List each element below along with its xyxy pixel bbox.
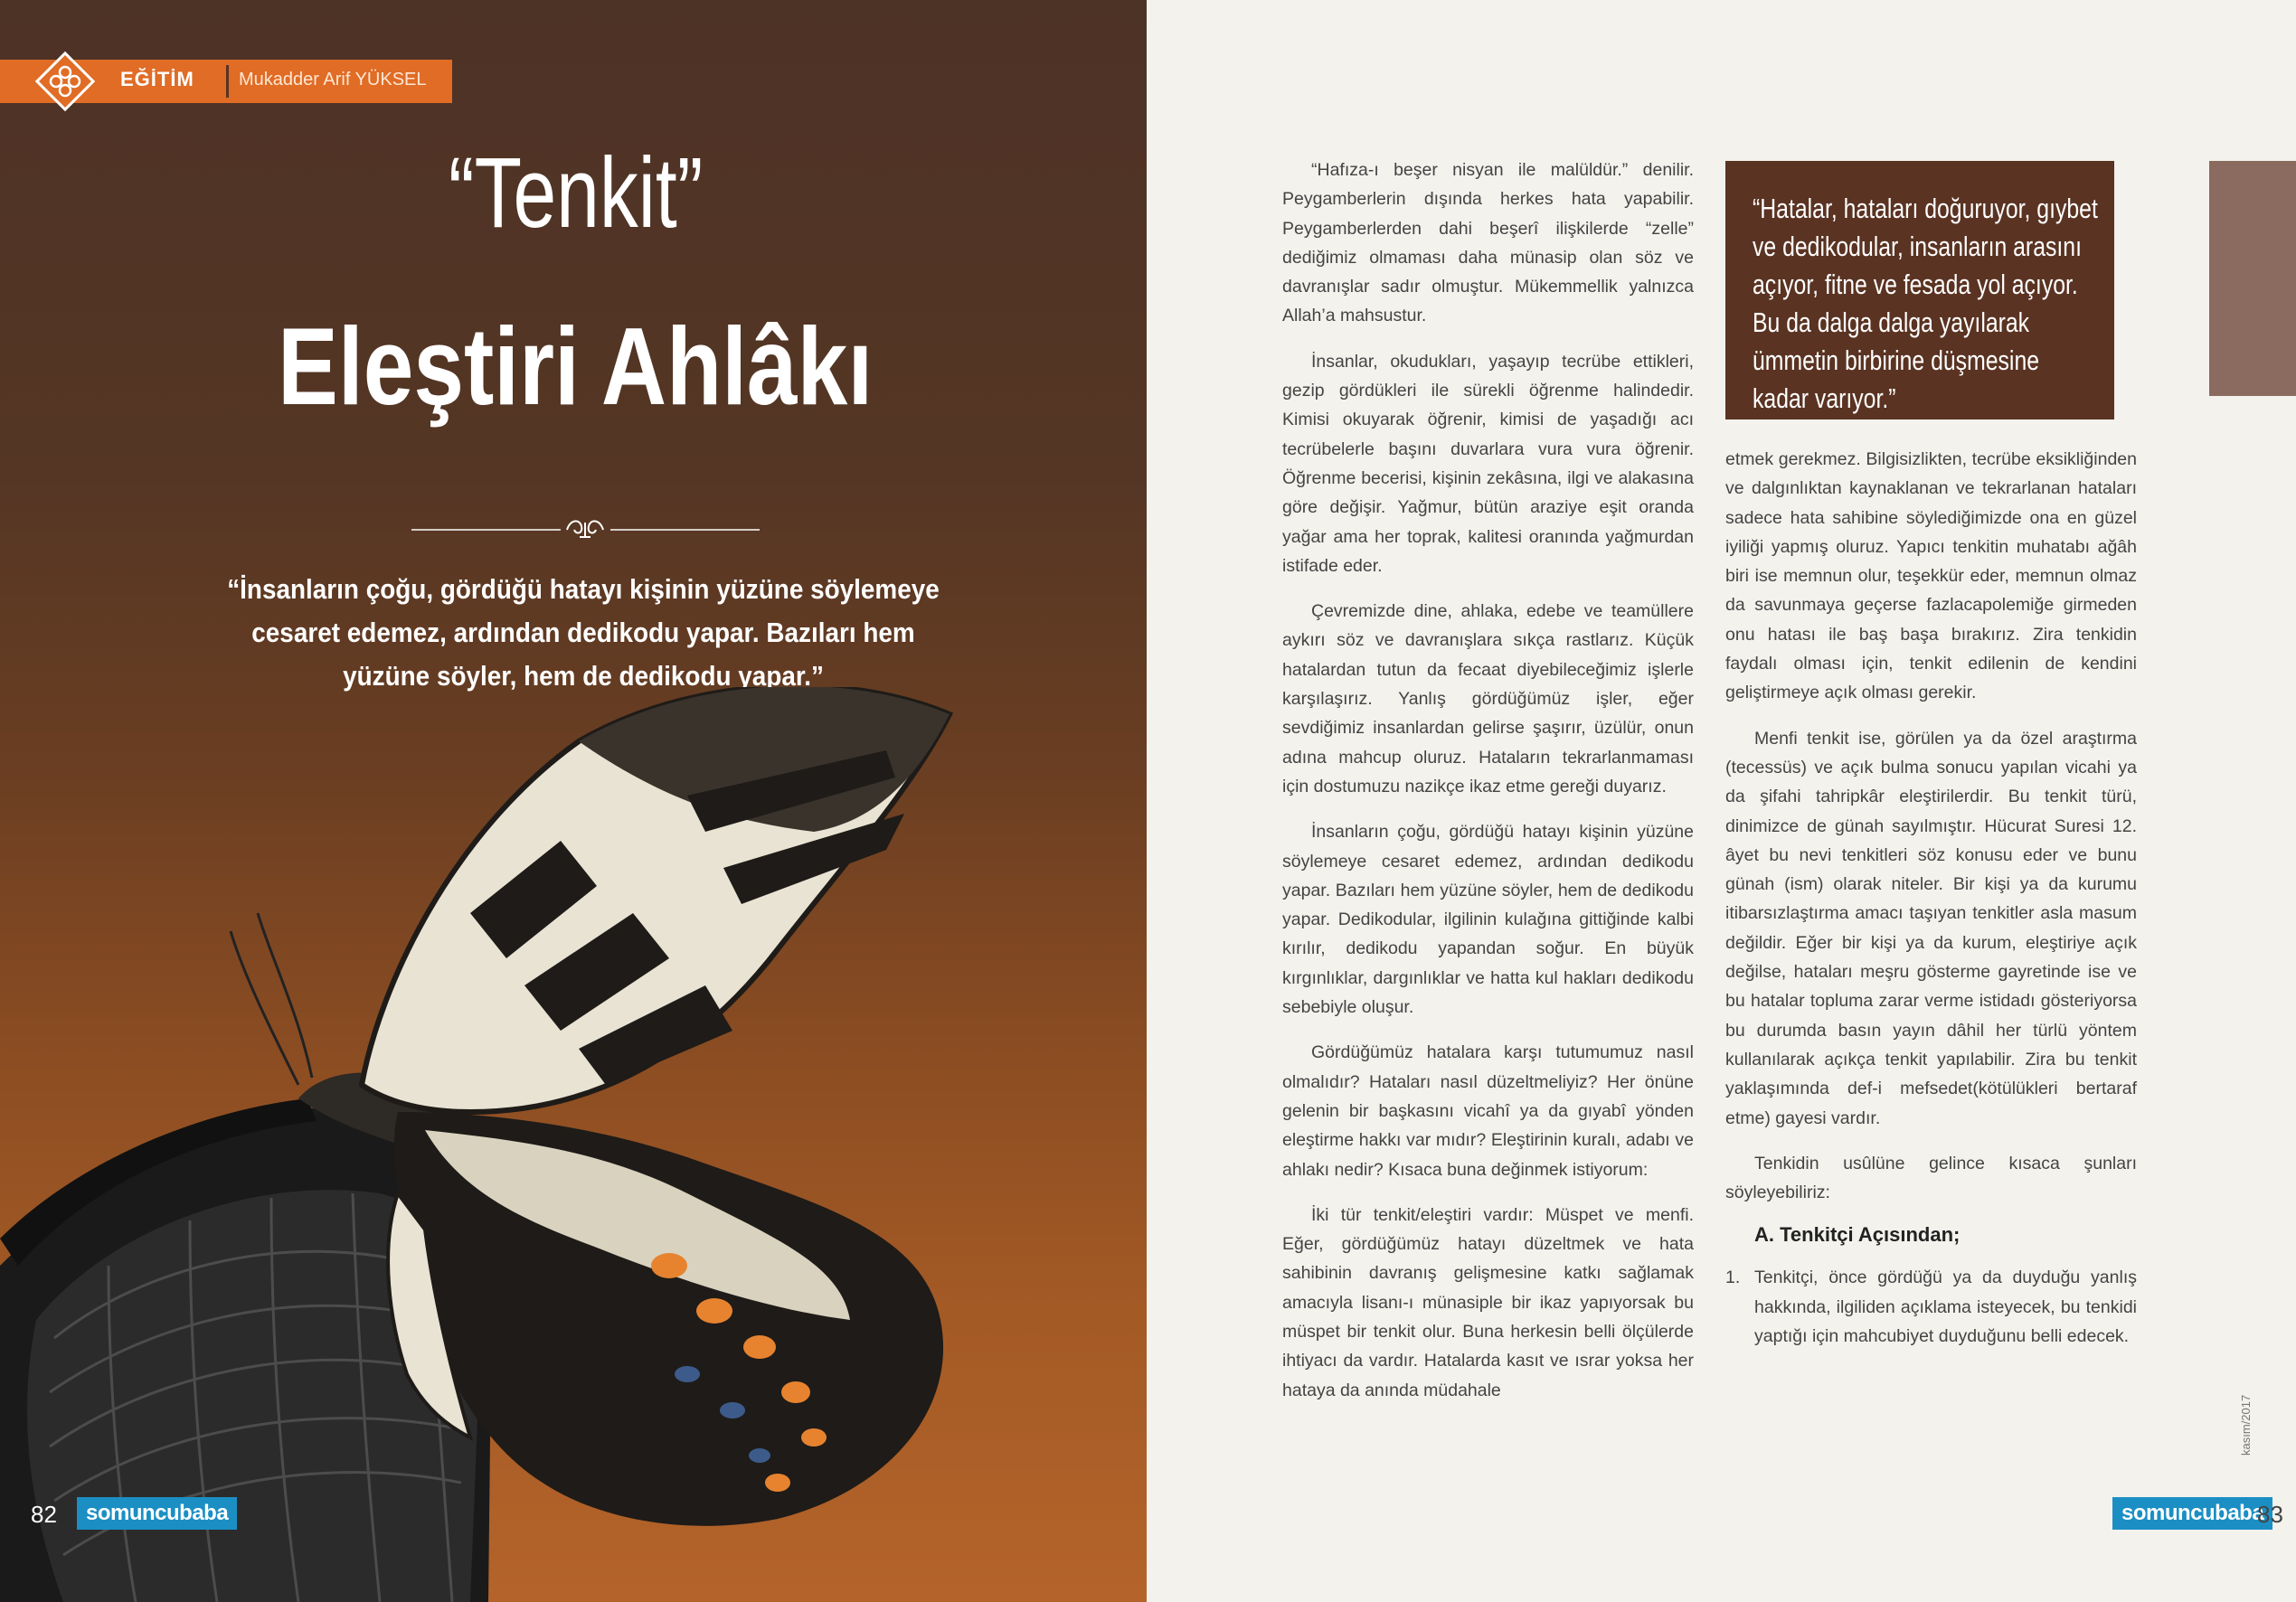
brand-logo-right: somuncubaba	[2112, 1497, 2272, 1530]
lead-quote: “İnsanların çoğu, gördüğü hatayı kişinin yüzüne söylemeye cesaret edemez, ardından dedikodu yapar. Bazıları hem yüzüne söyler, hem de dedikodu yapar.”	[227, 573, 940, 692]
pull-quote-text: “Hatalar, hataları doğuruyor, gıybet ve dedikodular, insanların arasını açıyor, fitne ve fesada yol açıyor. Bu da dalga dalga yayılarak ümmetin birbirine düşmesine kadar varıyor.”	[1753, 193, 2098, 414]
subheading: A. Tenkitçi Açısından;	[1754, 1223, 1961, 1247]
paragraph: Çevremizde dine, ahlaka, edebe ve teamüllere aykırı söz ve davranışlara sıkça rastlarız. Küçük hatalardan tutun da fecaat diyebileceğimiz işlerle karşılaşırız. Yanlış gördüğümüz işler, eğer sevdiğimiz insanlardan gelirse şaşırır, üzülür, onun adına mahcup oluruz. Hataların tekrarlanmaması için dostumuzu nazikçe ikaz etme gereği duyarız.	[1282, 601, 1694, 796]
paragraph: Tenkidin usûlüne gelince kısaca şunları söyleyebiliriz:	[1725, 1153, 2137, 1203]
author-name: Mukadder Arif YÜKSEL	[239, 70, 427, 90]
paragraph: İnsanlar, okudukları, yaşayıp tecrübe ettikleri, gezip gördükleri ile sürekli öğrenme halindedir. Kimisi okuyarak öğrenir, kimisi de yaşadığı acı tecrübelerle başını duvarlara vura vura öğrenir. Öğrenme becerisi, kişinin zekâsına, ilgi ve alakasına göre değişir. Yağmur, bütün araziye eşit oranda yağar ama her toprak, kalitesi oranında yağmurdan istifade eder.	[1282, 351, 1694, 576]
section-tag	[0, 60, 452, 103]
ornament-diamond-icon	[34, 51, 96, 112]
title-line-1: “Tenkit”	[448, 137, 704, 249]
pull-quote-box	[1725, 161, 2114, 419]
ornament-divider-icon	[411, 514, 760, 541]
article-column-1	[1282, 155, 1694, 1421]
brand-logo-left: somuncubaba	[77, 1497, 237, 1530]
list-item	[1725, 1263, 2137, 1351]
page-number-left: 82	[31, 1501, 57, 1528]
pull-quote-accent	[2209, 161, 2296, 396]
section-label: EĞİTİM	[120, 68, 194, 90]
paragraph: Menfi tenkit ise, görülen ya da özel araştırma (tecessüs) ve açık bulma sonucu yapılan vicahi ya da şifahi tahripkâr eleştirilerdir. Bu tenkit türü, dinimizce de günah sayılmıştır. Hücurat Suresi 12. âyet bu nevi tenkitleri söz konusu eder ve bunu günah (ism) olarak niteler. Bir kişi ya da kurumu itibarsızlaştırma amacı taşıyan tenkitler asla masum değildir. Eğer bir kişi ya da kurum, eleştiriye açık değilse, hataları meşru gösterme gayretinde ise ve bu hatalar topluma zarar verme istidadı gösteriyorsa bu durumda basın yayın dâhil her türlü yöntem kullanılarak açıkça tenkit yapılabilir. Zira bu tenkit yaklaşımında def-i mefsedet(kötülükleri bertaraf etme) gayesi vardır.	[1725, 728, 2137, 1128]
paragraph: “Hafıza-ı beşer nisyan ile malüldür.” denilir. Peygamberlerin dışında herkes hata yapabilir. Peygamberlerden dahi beşerî ilişkilerde “zelle” dediğimiz olmaması daha münasip olan söz ve davranışlar sadır olmuştur. Mükemmellik yalnızca Allah’a mahsustur.	[1282, 160, 1694, 326]
left-page	[0, 0, 1147, 1602]
list-text: Tenkitçi, önce gördüğü ya da duyduğu yanlış hakkında, ilgiliden açıklama isteyecek, bu tenkidi yaptığı için mahcubiyet duyduğunu belli edecek.	[1754, 1267, 2137, 1347]
paragraph: etmek gerekmez. Bilgisizlikten, tecrübe eksikliğinden ve dalgınlıktan kaynaklanan ve tekrarlanan hataları sadece hata sahibine söylediğimizde ona en güzel iyiliği yapmış oluruz. Yapıcı tenkitin muhatabı ağâh biri ise memnun olur, teşekkür eder, memnun olmaz da savunmaya geçerse fazlacapolemiğe girmeden onu hatası ile baş başa bırakırız. Zira tenkidin faydalı olması için, tenkit edilenin de kendini geliştirmeye açık olması gerekir.	[1725, 449, 2137, 703]
right-page	[1147, 0, 2296, 1602]
butterfly-on-microphone-image	[0, 687, 1147, 1602]
list-number: 1.	[1725, 1267, 1741, 1288]
title-line-2: Eleştiri Ahlâkı	[278, 305, 874, 428]
section-divider	[226, 65, 229, 98]
paragraph: İnsanların çoğu, gördüğü hatayı kişinin yüzüne söylemeye cesaret edemez, ardından dedikodu yapar. Bazıları hem yüzüne söyler, hem de dedikodu yapar. Dedikodular, ilgilinin kulağına gittiğinde kalbi kırılır, dedikodu yapandan soğur. En büyük kırgınlıklar, dargınlıklar ve hatta kul hakları dedikodu sebebiyle oluşur.	[1282, 822, 1694, 1018]
issue-date: kasım/2017	[2239, 1394, 2253, 1456]
paragraph: İki tür tenkit/eleştiri vardır: Müspet ve menfi. Eğer, gördüğümüz hatayı düzeltmek ve hata sahibinin davranış gelişmesine katkı sağlamak amacıyla lisanı-ı münasiple bir ikaz yapıyorsak bu müspet bir tenkit olur. Buna herkesin belli ölçülerde ihtiyacı da vardır. Hatalarda kasıt ve ısrar yoksa her hataya da anında müdahale	[1282, 1204, 1694, 1400]
page-number-right: 83	[2257, 1501, 2283, 1528]
article-column-2	[1725, 445, 2137, 1367]
paragraph: Gördüğümüz hatalara karşı tutumumuz nasıl olmalıdır? Hataları nasıl düzeltmeliyiz? Her önüne gelenin bir başkasını vicahî ya da gıyabî yönden eleştirme hakkı var mıdır? Eleştirinin kuralı, adabı ve ahlakı nedir? Kısaca buna değinmek istiyorum:	[1282, 1042, 1694, 1180]
